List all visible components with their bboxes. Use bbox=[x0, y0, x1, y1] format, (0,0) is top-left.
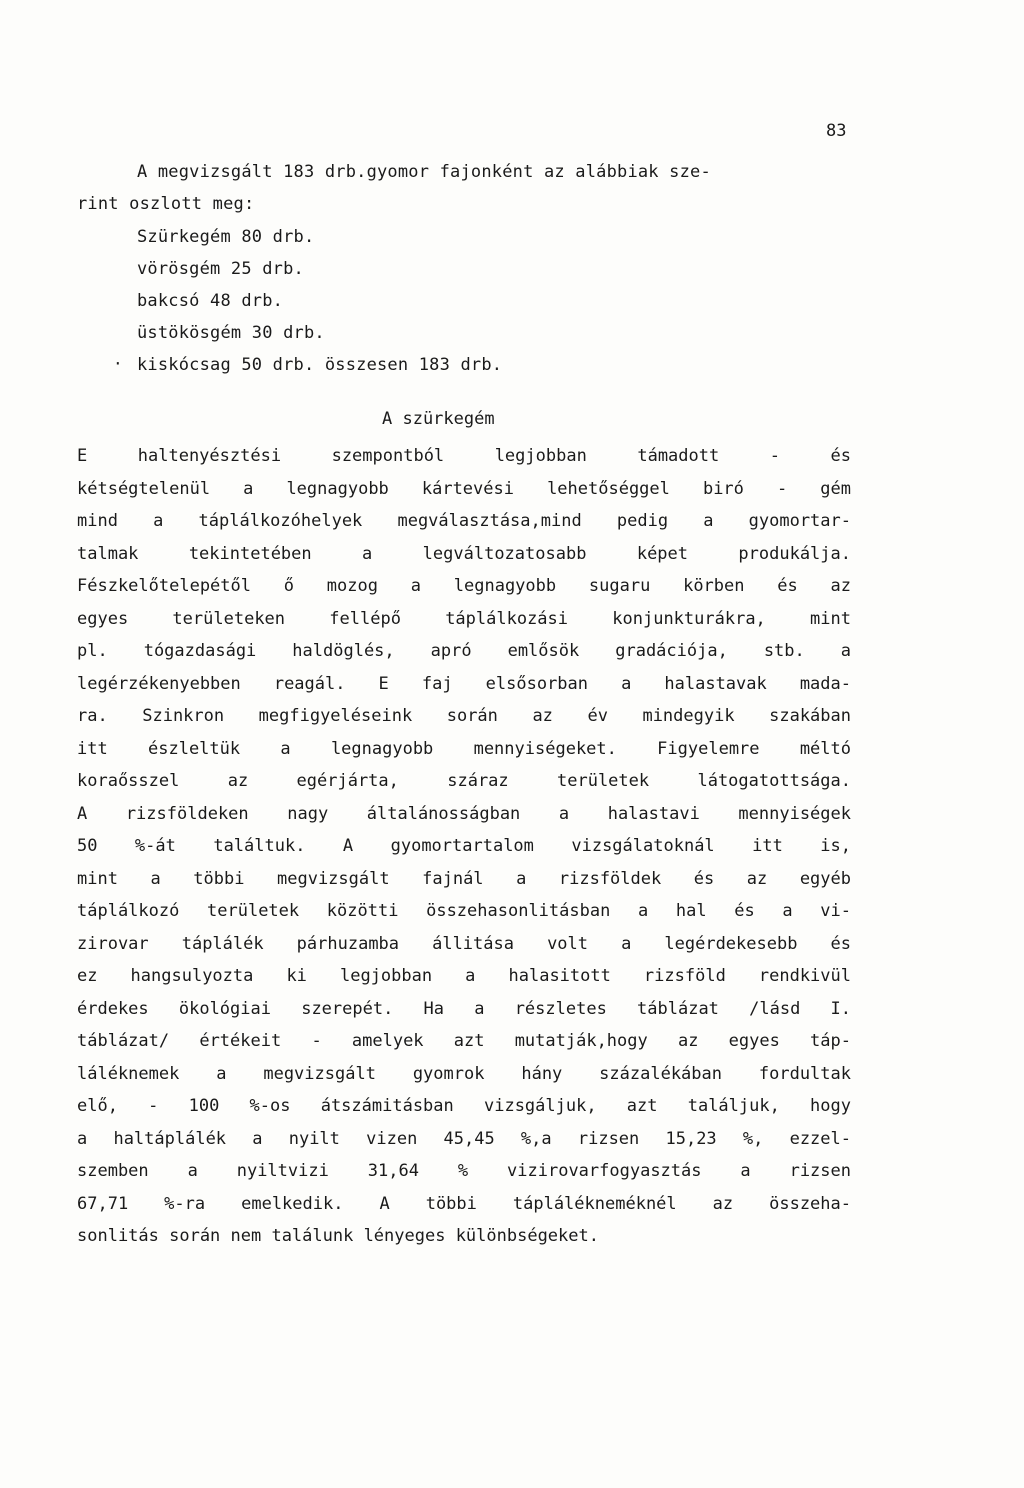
paragraph-line: táblázat/ értékeit - amelyek azt mutatják,hogy az egyes táp- bbox=[77, 1031, 851, 1051]
paragraph-line: itt észleltük a legnagyobb mennyiségeket. Figyelemre méltó bbox=[77, 738, 851, 759]
species-count-item: kiskócsag 50 drb. összesen 183 drb. bbox=[137, 355, 503, 375]
paragraph-line: talmak tekintetében a legváltozatosabb képet produkálja. bbox=[77, 543, 851, 564]
paragraph-line: táplálkozó területek közötti összehasonlitásban a hal és a vi- bbox=[77, 901, 851, 921]
paragraph-line: ez hangsulyozta ki legjobban a halasitott rizsföld rendkivül bbox=[77, 966, 851, 986]
paragraph-line: A rizsföldeken nagy általánosságban a halastavi mennyiségek bbox=[77, 803, 851, 824]
paragraph-line: pl. tógazdasági haldöglés, apró emlősök gradációja, stb. a bbox=[77, 641, 851, 661]
paragraph-line: Fészkelőtelepétől ő mozog a legnagyobb sugaru körben és az bbox=[77, 576, 851, 596]
page-number: 83 bbox=[826, 121, 847, 141]
paragraph-line: láléknemek a megvizsgált gyomrok hány százalékában fordultak bbox=[77, 1063, 851, 1084]
paragraph-line: érdekes ökológiai szerepét. Ha a részletes táblázat /lásd I. bbox=[77, 998, 851, 1019]
paragraph-line: legérzékenyebben reagál. E faj elsősorban a halastavak mada- bbox=[77, 673, 851, 694]
species-count-item: Szürkegém 80 drb. bbox=[137, 227, 315, 247]
paragraph-line: elő, - 100 %-os átszámitásban vizsgáljuk, azt találjuk, hogy bbox=[77, 1096, 851, 1116]
paragraph-line: a haltáplálék a nyilt vizen 45,45 %,a rizsen 15,23 %, ezzel- bbox=[77, 1128, 851, 1149]
paragraph-line: kétségtelenül a legnagyobb kártevési lehetőséggel biró - gém bbox=[77, 478, 851, 499]
species-count-item: bakcsó 48 drb. bbox=[137, 291, 284, 311]
section-heading: A szürkegém bbox=[382, 409, 495, 429]
paragraph-line: 67,71 %-ra emelkedik. A többi táplálékneméknél az összeha- bbox=[77, 1193, 851, 1214]
paragraph-line: sonlitás során nem találunk lényeges különbségeket. bbox=[77, 1226, 599, 1246]
paragraph-line: ra. Szinkron megfigyeléseink során az év mindegyik szakában bbox=[77, 706, 851, 726]
paragraph-line: zirovar táplálék párhuzamba állitása volt a legérdekesebb és bbox=[77, 933, 851, 954]
paragraph-line: E haltenyésztési szempontból legjobban támadott - és bbox=[77, 446, 851, 466]
paragraph-line: mind a táplálkozóhelyek megválasztása,mind pedig a gyomortar- bbox=[77, 511, 851, 531]
intro-line: rint oszlott meg: bbox=[77, 194, 255, 214]
paragraph-line: 50 %-át találtuk. A gyomortartalom vizsgálatoknál itt is, bbox=[77, 836, 851, 856]
paragraph-line: mint a többi megvizsgált fajnál a rizsföldek és az egyéb bbox=[77, 868, 851, 889]
species-count-item: vörösgém 25 drb. bbox=[137, 259, 304, 279]
bullet-mark: · bbox=[113, 354, 123, 373]
paragraph-line: koraősszel az egérjárta, száraz területek látogatottsága. bbox=[77, 771, 851, 791]
body-paragraph bbox=[77, 446, 851, 1259]
species-count-item: üstökösgém 30 drb. bbox=[137, 323, 325, 343]
intro-line: A megvizsgált 183 drb.gyomor fajonként az alábbiak sze- bbox=[137, 162, 711, 182]
paragraph-line: egyes területeken fellépő táplálkozási konjunkturákra, mint bbox=[77, 608, 851, 629]
paragraph-line: szemben a nyiltvizi 31,64 % vizirovarfogyasztás a rizsen bbox=[77, 1161, 851, 1181]
